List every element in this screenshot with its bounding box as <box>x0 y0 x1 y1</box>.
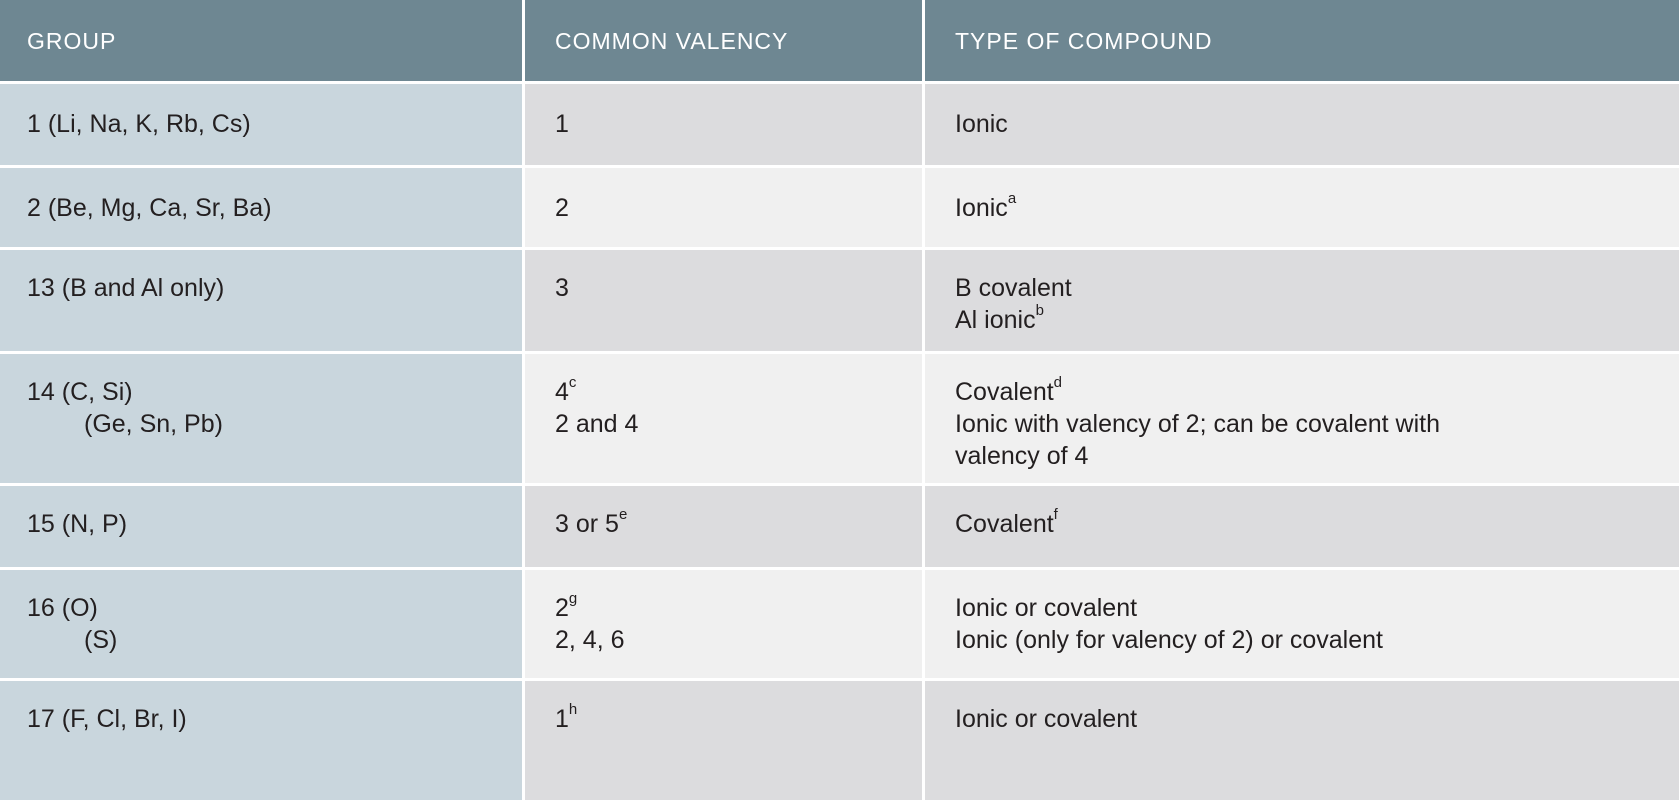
footnote-marker: d <box>1053 373 1063 391</box>
valency-cell <box>522 250 922 354</box>
group-label: 16 (O) <box>27 594 98 622</box>
valency-value <box>555 589 922 624</box>
cell-text: Covalent <box>955 378 1054 406</box>
compound-type <box>955 408 1679 440</box>
valency-value <box>555 505 922 540</box>
compound-type <box>955 440 1679 472</box>
cell-text: 3 <box>555 274 569 302</box>
header-group: GROUP <box>0 0 522 84</box>
footnote-marker: f <box>1053 505 1058 523</box>
compound-cell <box>922 354 1679 486</box>
group-cell <box>0 570 522 681</box>
valency-cell <box>522 168 922 250</box>
group-label: 2 (Be, Mg, Ca, Sr, Ba) <box>27 194 272 222</box>
footnote-marker: h <box>568 700 578 718</box>
compound-type <box>955 272 1679 304</box>
group-label: 17 (F, Cl, Br, I) <box>27 705 187 733</box>
valency-value <box>555 192 922 224</box>
compound-cell <box>922 486 1679 570</box>
cell-text: Ionic or covalent <box>955 594 1138 622</box>
compound-cell <box>922 250 1679 354</box>
compound-type <box>955 703 1679 735</box>
cell-text: 2 <box>555 194 569 222</box>
group-cell <box>0 250 522 354</box>
valency-cell <box>522 84 922 168</box>
group-label: (Ge, Sn, Pb) <box>84 410 223 438</box>
header-type-of-compound: TYPE OF COMPOUND <box>922 0 1679 84</box>
footnote-marker: b <box>1035 301 1044 319</box>
group-cell <box>0 84 522 168</box>
cell-text: 1 <box>555 110 569 138</box>
footnote-marker: e <box>618 505 628 523</box>
cell-text: 3 or 5 <box>555 510 619 538</box>
valency-value <box>555 272 922 304</box>
compound-type <box>955 373 1679 408</box>
compound-cell <box>922 681 1679 803</box>
group-cell <box>0 681 522 803</box>
compound-type <box>955 624 1679 656</box>
group-cell <box>0 354 522 486</box>
cell-text: 2, 4, 6 <box>555 626 625 654</box>
cell-text: Ionic <box>955 194 1008 222</box>
cell-text: Al ionic <box>955 306 1036 334</box>
cell-text: B covalent <box>955 274 1072 302</box>
compound-type <box>955 301 1679 336</box>
compound-cell <box>922 570 1679 681</box>
footnote-marker: a <box>1007 189 1017 207</box>
cell-text: 4 <box>555 378 569 406</box>
cell-text: Ionic with valency of 2; can be covalent with <box>955 410 1440 438</box>
cell-text: Ionic <box>955 110 1008 138</box>
group-cell <box>0 486 522 570</box>
footnote-marker: c <box>568 373 577 391</box>
footnote-marker: g <box>568 589 578 607</box>
valency-cell <box>522 486 922 570</box>
cell-text: 2 <box>555 594 569 622</box>
valency-cell <box>522 570 922 681</box>
valency-cell <box>522 681 922 803</box>
group-label: 1 (Li, Na, K, Rb, Cs) <box>27 110 251 138</box>
group-label: (S) <box>84 626 118 654</box>
cell-text: Covalent <box>955 510 1054 538</box>
compound-type <box>955 189 1679 224</box>
cell-text: Ionic (only for valency of 2) or covalent <box>955 626 1383 654</box>
valency-value <box>555 408 922 440</box>
group-label: 13 (B and Al only) <box>27 274 225 302</box>
cell-text: 2 and 4 <box>555 410 639 438</box>
valency-cell <box>522 354 922 486</box>
valency-value <box>555 700 922 735</box>
group-label: 14 (C, Si) <box>27 378 133 406</box>
cell-text: valency of 4 <box>955 442 1089 470</box>
group-label: 15 (N, P) <box>27 510 128 538</box>
compound-cell <box>922 168 1679 250</box>
header-common-valency: COMMON VALENCY <box>522 0 922 84</box>
cell-text: Ionic or covalent <box>955 705 1138 733</box>
valency-value <box>555 373 922 408</box>
valency-value <box>555 624 922 656</box>
valency-value <box>555 108 922 140</box>
compound-type <box>955 505 1679 540</box>
compound-type <box>955 592 1679 624</box>
group-cell <box>0 168 522 250</box>
compound-cell <box>922 84 1679 168</box>
compound-type <box>955 108 1679 140</box>
cell-text: 1 <box>555 705 569 733</box>
